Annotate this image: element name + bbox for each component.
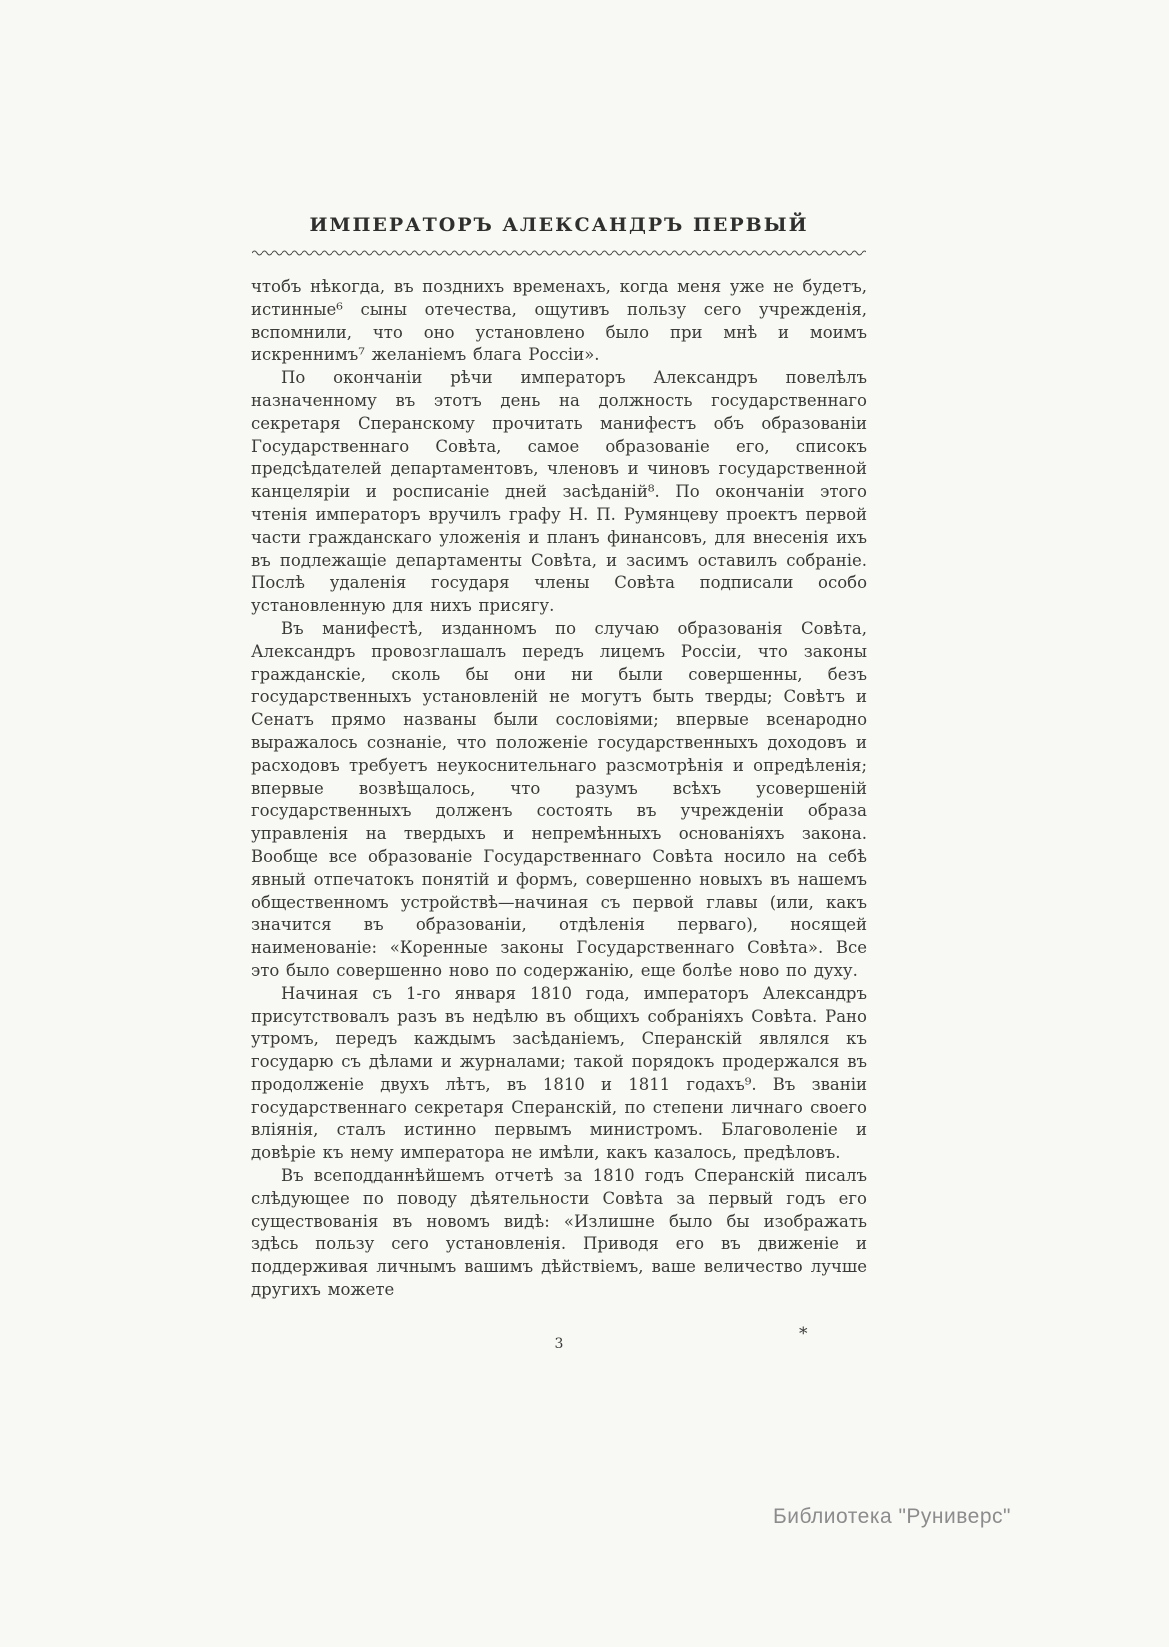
paragraph: Въ манифестѣ, изданномъ по случаю образованія Совѣта, Александръ провозглашалъ передъ лицемъ Россіи, что законы гражданскіе, сколь бы они ни были совершенны, безъ государственныхъ установленій не могутъ быть тверды; Совѣтъ и Сенатъ прямо названы были сословіями; впервые всенародно выражалось сознаніе, что положеніе государственныхъ доходовъ и расходовъ требуетъ неукоснительнаго разсмотрѣнія и опредѣленія; впервые возвѣщалось, что разумъ всѣхъ усовершеній государственныхъ долженъ состоять въ учрежденіи образа управленія на твердыхъ и непремѣнныхъ основаніяхъ закона. Вообще все образованіе Государственнаго Совѣта носило на себѣ явный отпечатокъ понятій и формъ, совершенно новыхъ въ нашемъ общественномъ устройствѣ—начиная съ первой главы (или, какъ значится въ образованіи, отдѣленія перваго), носящей наименованіе: «Коренные законы Государственнаго Совѣта». Все это было совершенно ново по содержанію, еще болѣе ново по духу.: [251, 618, 867, 980]
page-title: ИМПЕРАТОРЪ АЛЕКСАНДРЪ ПЕРВЫЙ: [309, 214, 809, 236]
text-block: [251, 276, 867, 1302]
title-rule-ornament: [252, 247, 866, 256]
page-number: 3: [554, 1336, 564, 1352]
paragraph: По окончаніи рѣчи императоръ Александръ повелѣлъ назначенному въ этотъ день на должность государственнаго секретаря Сперанскому прочитать манифестъ объ образованіи Государственнаго Совѣта, самое образованіе его, списокъ предсѣдателей департаментовъ, членовъ и чиновъ государственной канцеляріи и росписаніе дней засѣданій⁸. По окончаніи этого чтенія императоръ вручилъ графу Н. П. Румянцеву проектъ первой части гражданскаго уложенія и планъ финансовъ, для внесенія ихъ въ подлежащіе департаменты Совѣта, и засимъ оставилъ собраніе. Послѣ удаленія государя члены Совѣта подписали особо установленную для нихъ присягу.: [251, 368, 867, 616]
paragraph: Въ всеподданнѣйшемъ отчетѣ за 1810 годъ Сперанскій писалъ слѣдующее по поводу дѣятельности Совѣта за первый годъ его существованія въ новомъ видѣ: «Излишне было бы изображать здѣсь пользу сего установленія. Приводя его въ движеніе и поддерживая личнымъ вашимъ дѣйствіемъ, ваше величество лучше другихъ можете: [251, 1166, 867, 1300]
footnote-star-mark: *: [799, 1324, 808, 1344]
paragraph-continuation: чтобъ нѣкогда, въ позднихъ временахъ, когда меня уже не будетъ, истинные⁶ сыны отечества, ощутивъ пользу сего учрежденія, вспомнили, что оно установлено было при мнѣ и моимъ искреннимъ⁷ желаніемъ блага Россіи».: [251, 277, 867, 365]
paragraph: Начиная съ 1-го января 1810 года, императоръ Александръ присутствовалъ разъ въ недѣлю въ общихъ собраніяхъ Совѣта. Рано утромъ, передъ каждымъ засѣданіемъ, Сперанскій являлся къ государю съ дѣлами и журналами; такой порядокъ продержался въ продолженіе двухъ лѣтъ, въ 1810 и 1811 годахъ⁹. Въ званіи государственнаго секретаря Сперанскій, по степени личнаго своего вліянія, сталъ истинно первымъ министромъ. Благоволеніе и довѣріе къ нему императора не имѣли, какъ казалось, предѣловъ.: [251, 983, 867, 1163]
library-watermark: Библиотека "Руниверс": [772, 1505, 1011, 1528]
